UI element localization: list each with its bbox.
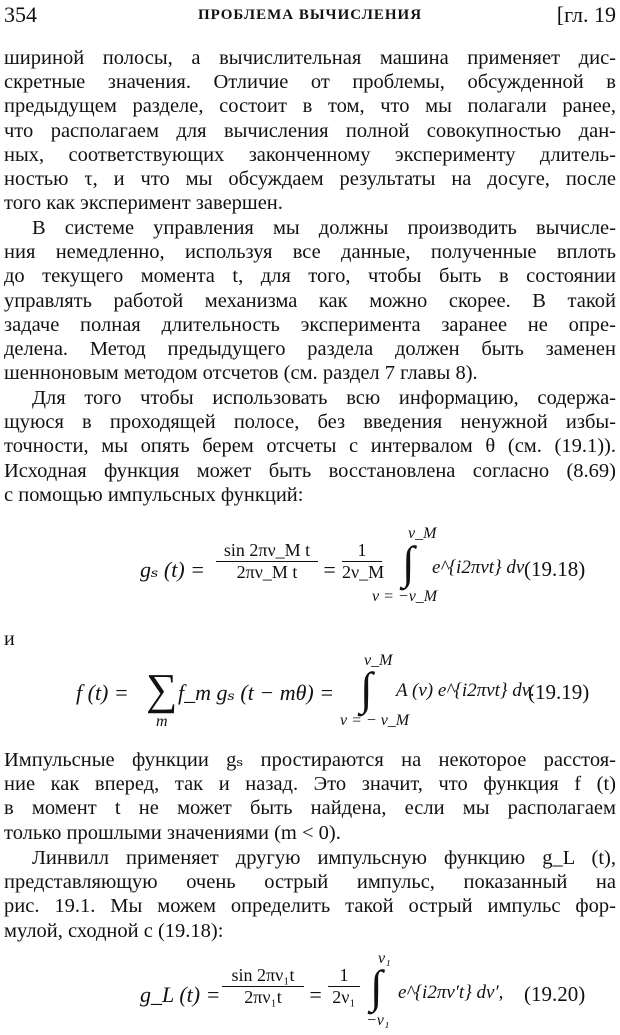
fraction-numerator: 1 (339, 965, 349, 985)
equation-number: (19.20) (524, 982, 586, 1006)
integral-sign: ∫ (402, 537, 415, 588)
eq-sign: = (308, 982, 323, 1007)
text-line: ния немедленно, используя все данные, полученные вплоть (4, 241, 616, 264)
text-line: только прошлыми значениями (m < 0). (4, 821, 341, 844)
text-line: Линвилл применяет другую импульсную функцию g_L (t), (32, 847, 616, 869)
integrand: e^{i2πν′t} dν′, (398, 982, 504, 1003)
text-line: Импульсные функции gₛ простираются на некоторое расстоя- (4, 749, 616, 771)
integral-upper-limit: ν_M (408, 525, 437, 542)
eq-fraction (342, 540, 385, 583)
sum-term: f_m gₛ (t − mθ) = (178, 680, 335, 705)
text-line: того как эксперимент завершен. (4, 192, 283, 215)
equation-number: (19.18) (524, 557, 586, 581)
integral-lower-limit: ν = − ν_M (340, 712, 410, 729)
page-number: 354 (4, 2, 37, 27)
text-line: мулой, сходной с (19.18): (4, 919, 224, 942)
running-title: ПРОБЛЕМА ВЫЧИСЛЕНИЯ (197, 7, 423, 23)
text-line: Для того чтобы использовать всю информацию, содержа- (32, 387, 616, 409)
text-line: задаче полная длительность эксперимента заранее не опре- (4, 313, 616, 336)
text-line: предыдущем разделе, состоит в том, что мы полагали ранее, (4, 95, 616, 118)
eq-fraction (222, 965, 304, 1008)
sum-sign: ∑ (146, 665, 178, 714)
eq-lhs: gₛ (t) = (140, 557, 206, 582)
paragraph-4 (4, 748, 616, 845)
integral-lower-limit: −ν₁ (366, 1012, 390, 1029)
paragraph-2 (4, 216, 616, 385)
text-line: точности, мы опять берем отсчеты с интервалом θ (см. (19.1)). (4, 435, 616, 458)
text-line: до текущего момента t, для того, чтобы быть в состоянии (4, 265, 616, 288)
integral-lower-limit: ν = −ν_M (372, 588, 438, 605)
text-line: Исходная функция может быть восстановлена согласно (8.69) (4, 459, 616, 482)
text-line: В системе управления мы должны производить вычисле- (32, 217, 616, 239)
text-line: делена. Метод предыдущего раздела должен быть заменен (4, 338, 616, 361)
paragraph-3 (4, 386, 616, 507)
fraction-numerator: sin 2πν_M t (223, 540, 311, 560)
eq-sign: = (322, 557, 337, 582)
conjunction: и (4, 628, 15, 650)
text-line: управлять работой механизма как можно скорее. В такой (4, 289, 616, 312)
chapter-marker: [гл. 19 (556, 2, 616, 27)
fraction-denominator: 2πν₁t (222, 986, 304, 1008)
text-line: что располагаем для вычисления полной совокупностью дан- (4, 119, 616, 142)
integrand: e^{i2πνt} dν (432, 557, 525, 578)
integrand: A (ν) e^{i2πνt} dν. (396, 680, 535, 701)
sum-index: m (156, 713, 168, 730)
text-line: шириной полосы, а вычислительная машина применяет дис- (4, 47, 616, 69)
page-header (4, 2, 616, 32)
integral-sign: ∫ (370, 961, 383, 1012)
text-line: скретные значения. Отличие от проблемы, обсужденной в (4, 71, 616, 94)
text-line: ние как вперед, так и назад. Это значит, что функция f (t) (4, 773, 616, 796)
eq-fraction (328, 965, 360, 1008)
text-line: ностью τ, и что мы обсуждаем результаты на досуге, после (4, 168, 616, 191)
fraction-denominator: 2ν_M (342, 562, 385, 582)
text-line: щуюся в проходящей полосе, без введения ненужной избы- (4, 411, 616, 434)
text-line: ных, соответствующих законченному эксперименту длитель- (4, 143, 616, 166)
integral-upper-limit: ν_M (364, 652, 393, 669)
fraction-denominator: 2ν₁ (328, 986, 360, 1008)
text-line: с помощью импульсных функций: (4, 483, 304, 506)
text-line: представляющую очень острый импульс, показанный на (4, 871, 616, 894)
fraction-numerator: 1 (357, 540, 367, 560)
paragraph-1 (4, 46, 616, 215)
fraction-denominator: 2πν_M t (216, 561, 318, 583)
text-line: рис. 19.1. Мы можем определить такой острый импульс фор- (4, 895, 616, 918)
text-line: шенноновым методом отсчетов (см. раздел 7 главы 8). (4, 362, 478, 385)
eq-lhs: g_L (t) = (140, 982, 221, 1007)
integral-upper-limit: ν₁ (378, 950, 391, 967)
equation-number: (19.19) (528, 680, 590, 704)
fraction-numerator: sin 2πν₁t (231, 965, 295, 985)
integral-sign: ∫ (360, 663, 373, 714)
eq-lhs: f (t) = (76, 680, 129, 705)
text-line: в момент t не может быть найдена, если мы располагаем (4, 797, 616, 820)
paragraph-5 (4, 846, 616, 943)
eq-fraction (216, 540, 318, 583)
